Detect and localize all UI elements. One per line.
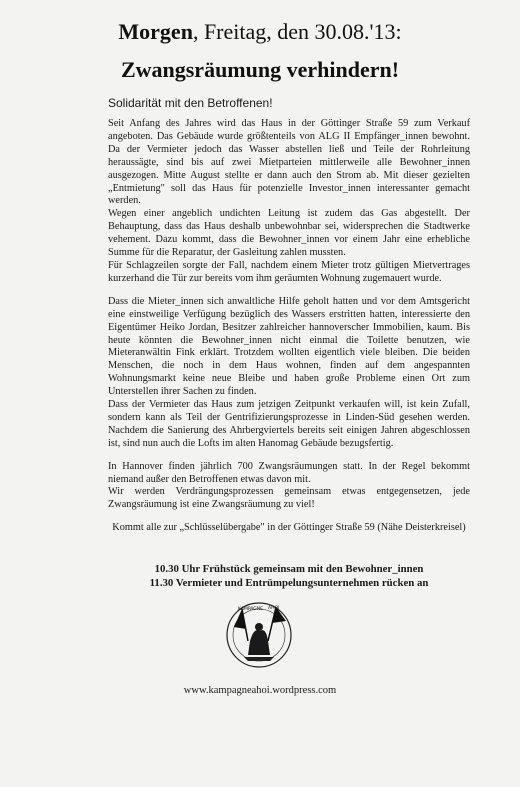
paragraph-intro: Seit Anfang des Jahres wird das Haus in der Göttinger Straße 59 zum Verkauf angeboten. Das Gebäude wurde größtenteils von ALG II Empfänger_innen bewohnt. Da der Vermieter jedoch das Wasser abstellen ließ und Teile der Rohrleitung heraussägte, sind bis auf zwei Mietparteien mittlerweile alle Bewohner_innen ausgezogen. Mitte August stellte er dann auch den Strom ab. Mit dieser gezielten „Entmietung" soll das Haus für potenzielle Investor_innen interessanter gemacht werden. <box>108 118 470 207</box>
headline-date <box>0 18 520 46</box>
schedule <box>108 563 470 590</box>
paragraph-gentrification: Dass der Vermieter das Haus zum jetzigen Zeitpunkt verkaufen will, ist kein Zufall, sondern kann als Teil der Gentrifizierungsprozesse in Linden-Süd gesehen werden. Nachdem die Sanierung des Ahrbergviertels bereits seit einigen Jahren abgeschlossen ist, sind nun auch die Lofts im alten Hanomag Gebäude bezugsfertig. <box>108 399 470 449</box>
paragraph-invitation: Kommt alle zur „Schlüsselübergabe" in der Göttinger Straße 59 (Nähe Deisterkreisel) <box>112 522 466 534</box>
logo-text-left: KAMPAGNE <box>238 607 263 612</box>
paragraph-statistics: In Hannover finden jährlich 700 Zwangsräumungen statt. In der Regel bekommt niemand außer den Betroffenen etwas davon mit. <box>108 460 470 485</box>
headline-main: Zwangsräumung verhindern! <box>120 57 400 82</box>
headline-date-rest: , Freitag, den 30.08.'13: <box>192 19 402 44</box>
body-text <box>108 118 470 535</box>
schedule-line-breakfast: 10.30 Uhr Frühstück gemeinsam mit den Bewohner_innen <box>154 563 424 575</box>
website-link[interactable]: www.kampagneahoi.wordpress.com <box>183 685 337 696</box>
paragraph-headlines: Für Schlagzeilen sorgte der Fall, nachdem einem Mieter trotz gültigen Mietvertrages kurzerhand die Tür zur bereits vom ihm geräumten Wohnung zugemauert wurde. <box>108 259 470 284</box>
paragraph-gas: Wegen einer angeblich undichten Leitung ist zudem das Gas abgestellt. Der Behauptung, dass das Haus deshalb unbewohnbar sei, widersprechen die Stadtwerke vehement. Dazu kommt, dass die Bewohner_innen vor einem Jahr eine erhebliche Summe für die Reparatur, der Gasleitung zahlen mussten. <box>108 208 470 259</box>
paragraph-legal: Dass die Mieter_innen sich anwaltliche Hilfe geholt hatten und vor dem Amtsgericht eine einstweilige Verfügung bezüglich des Wassers erstritten hatten, interessierte den Eigentümer Heiko Jordan, Besitzer zahlreicher hannoverscher Immobilien, kaum. Bis heute könnten die Bewohner_innen nicht einmal die Toilette benutzen, wie Mieteranwältin Fink erklärt. Trotzdem wollten eigentlich viele bleiben. Die beiden Menschen, die noch in dem Haus wohnen, finden auf dem angespannten Wohnungsmarkt keine neue Bleibe und haben große Probleme einen Ort zum Unterstellen ihrer Sachen zu finden. <box>108 295 470 398</box>
headline-day: Morgen <box>118 19 193 44</box>
schedule-line-eviction: 11.30 Vermieter und Entrümpelungsunternehmen rücken an <box>149 576 429 589</box>
logo-text-right: AHOI <box>268 606 280 611</box>
subtitle: Solidarität mit den Betroffenen! <box>108 96 273 110</box>
kampagne-ahoi-logo-icon <box>224 597 294 672</box>
paragraph-call: Wir werden Verdrängungsprozessen gemeinsam etwas entgegensetzen, jede Zwangsräumung ist eine Zwangsräumung zu viel! <box>108 486 470 511</box>
